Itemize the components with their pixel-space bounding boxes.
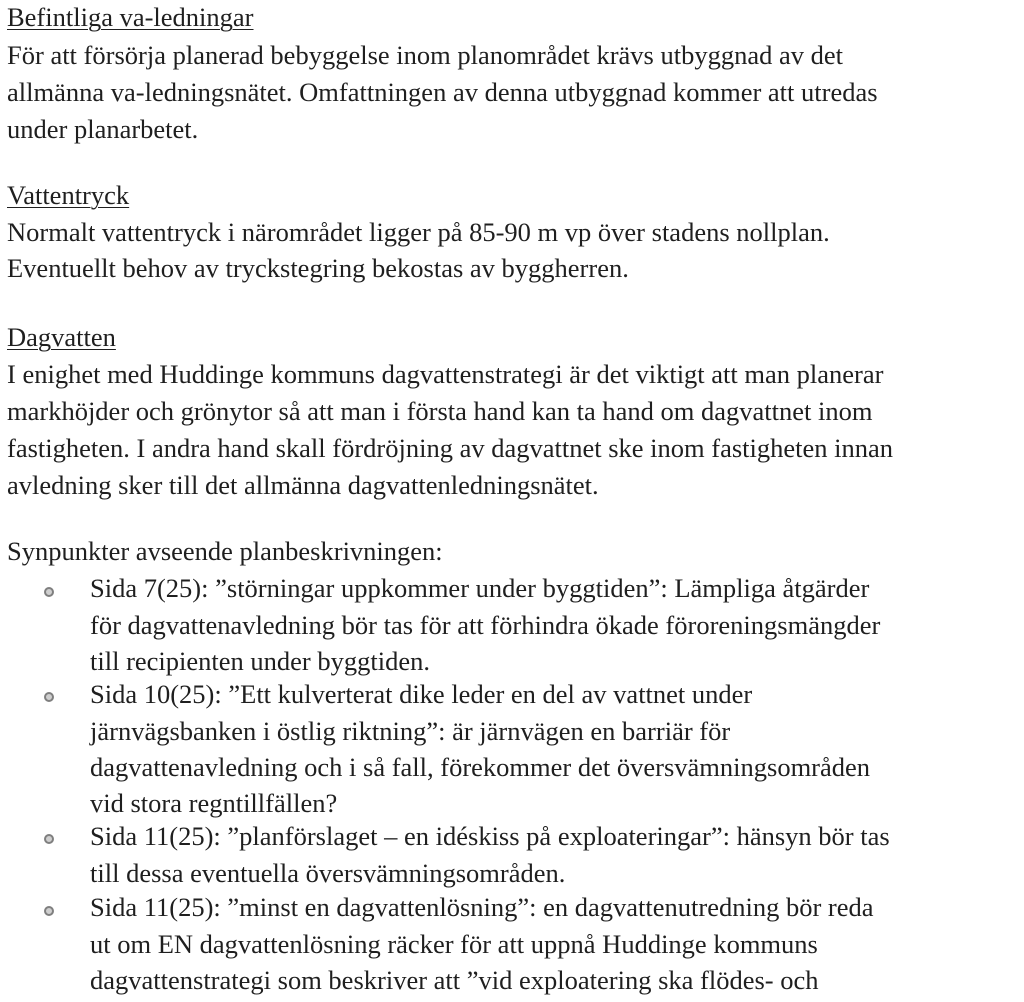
synpunkter-intro: Synpunkter avseende planbeskrivningen: (7, 536, 443, 566)
bullet-line: dagvattenavledning och i så fall, förekommer det översvämningsområden (90, 752, 871, 782)
bullet-icon (44, 834, 54, 844)
paragraph-line: under planarbetet. (7, 114, 199, 144)
bullet-icon (44, 906, 54, 916)
section-heading-befintliga-va-ledningar: Befintliga va-ledningar (7, 2, 254, 32)
section-heading-dagvatten: Dagvatten (7, 322, 116, 352)
paragraph-line: fastigheten. I andra hand skall fördröjning av dagvattnet ske inom fastigheten innan (7, 433, 894, 463)
bullet-icon (44, 692, 54, 702)
bullet-line: dagvattenstrategi som beskriver att ”vid exploatering ska flödes- och (90, 965, 819, 995)
paragraph-line: I enighet med Huddinge kommuns dagvattenstrategi är det viktigt att man planerar (7, 359, 884, 389)
paragraph-line: markhöjder och grönytor så att man i första hand kan ta hand om dagvattnet inom (7, 396, 873, 426)
bullet-line: Sida 11(25): ”planförslaget – en idéskiss på exploateringar”: hänsyn bör tas (90, 821, 890, 851)
bullet-line: till dessa eventuella översvämningsområden. (90, 858, 566, 888)
bullet-line: Sida 7(25): ”störningar uppkommer under byggtiden”: Lämpliga åtgärder (90, 573, 870, 603)
bullet-line: Sida 11(25): ”minst en dagvattenlösning”: en dagvattenutredning bör reda (90, 892, 874, 922)
bullet-line: vid stora regntillfällen? (90, 788, 338, 818)
paragraph-line: Eventuellt behov av tryckstegring bekostas av byggherren. (7, 253, 629, 283)
paragraph-line: avledning sker till det allmänna dagvattenledningsnätet. (7, 470, 599, 500)
section-heading-vattentryck: Vattentryck (7, 180, 130, 210)
paragraph-line: Normalt vattentryck i närområdet ligger på 85-90 m vp över stadens nollplan. (7, 217, 830, 247)
bullet-line: för dagvattenavledning bör tas för att förhindra ökade föroreningsmängder (90, 610, 881, 640)
bullet-line: till recipienten under byggtiden. (90, 646, 430, 676)
bullet-icon (44, 587, 54, 597)
paragraph-line: allmänna va-ledningsnätet. Omfattningen av denna utbyggnad kommer att utredas (7, 77, 878, 107)
bullet-line: Sida 10(25): ”Ett kulverterat dike leder en del av vattnet under (90, 679, 753, 709)
paragraph-line: För att försörja planerad bebyggelse inom planområdet krävs utbyggnad av det (7, 40, 843, 70)
bullet-line: ut om EN dagvattenlösning räcker för att uppnå Huddinge kommuns (90, 929, 818, 959)
bullet-line: järnvägsbanken i östlig riktning”: är järnvägen en barriär för (90, 716, 731, 746)
